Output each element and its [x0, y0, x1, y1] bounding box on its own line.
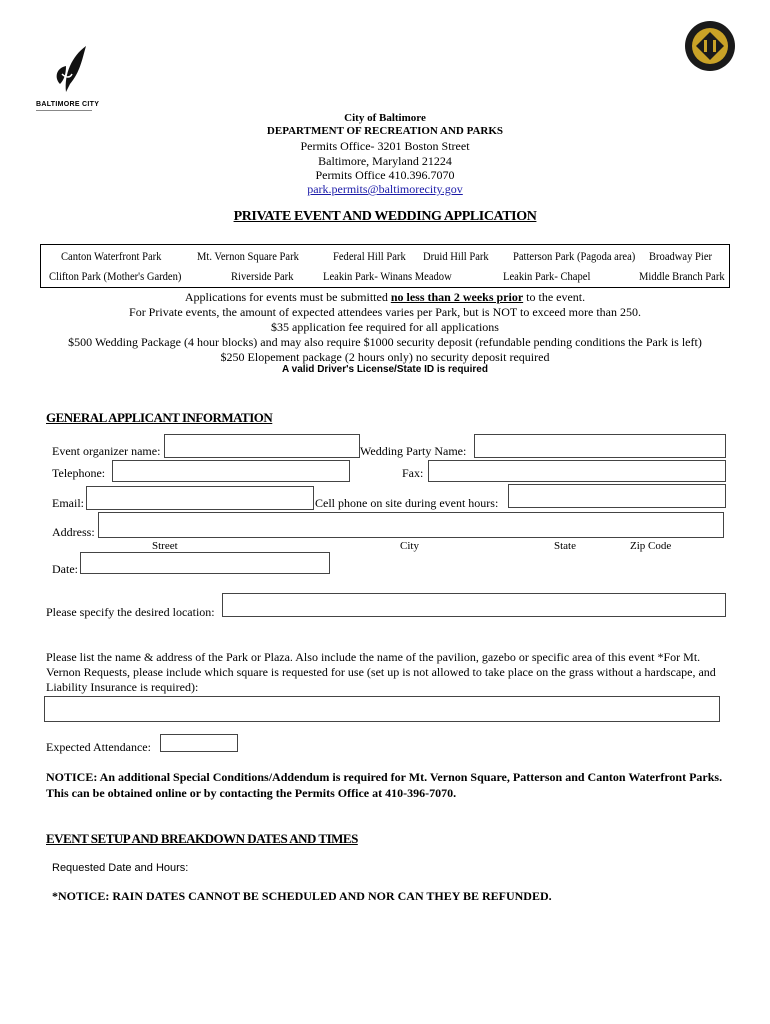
- address-label: Address:: [52, 525, 95, 539]
- header-city: City of Baltimore: [344, 112, 426, 124]
- rule-attendees: For Private events, the amount of expected attendees varies per Park, but is NOT to exceed more than 250.: [129, 305, 641, 319]
- rule-application-fee: $35 application fee required for all applications: [271, 320, 499, 334]
- email-label: Email:: [52, 496, 84, 510]
- fax-field[interactable]: [428, 460, 726, 482]
- rule-submission: Applications for events must be submitted no less than 2 weeks prior to the event.: [184, 290, 586, 304]
- parks-list-box: [40, 244, 730, 288]
- leaf-logo-icon: [36, 44, 102, 94]
- park-middle-branch: Middle Branch Park: [639, 269, 725, 283]
- rule-elopement-package: $250 Elopement package (2 hours only) no security deposit required: [220, 350, 550, 364]
- address-zip-caption: Zip Code: [630, 540, 672, 552]
- address-field[interactable]: [98, 512, 724, 538]
- rain-date-notice: *NOTICE: RAIN DATES CANNOT BE SCHEDULED AND NOR CAN THEY BE REFUNDED.: [52, 889, 552, 903]
- attendance-field[interactable]: [160, 734, 238, 752]
- header-email-wrap: [0, 182, 770, 197]
- date-field[interactable]: [80, 552, 330, 574]
- header-email-link[interactable]: park.permits@baltimorecity.gov: [307, 182, 463, 196]
- header-office: Permits Office- 3201 Boston Street: [300, 139, 470, 153]
- park-mt-vernon: Mt. Vernon Square Park: [197, 249, 299, 263]
- park-instructions: Please list the name & address of the Park or Plaza. Also include the name of the pavilion, gazebo or specific area of this event *For Mt. Vernon Requests, please include which square is requested for use (set up is not allowed to take place on the grass without a hardscape, and Liability Insurance is required):: [46, 650, 716, 694]
- address-street-caption: Street: [152, 540, 178, 552]
- park-druid-hill: Druid Hill Park: [423, 249, 489, 263]
- location-field[interactable]: [222, 593, 726, 617]
- wedding-party-field[interactable]: [474, 434, 726, 458]
- organizer-name-field[interactable]: [164, 434, 360, 458]
- park-leakin-chapel: Leakin Park- Chapel: [503, 269, 591, 283]
- seal-icon: [684, 20, 736, 72]
- organizer-label: Event organizer name:: [52, 444, 161, 458]
- requested-date-label: Requested Date and Hours:: [52, 862, 189, 874]
- park-leakin-winans: Leakin Park- Winans Meadow: [323, 269, 452, 283]
- cell-phone-field[interactable]: [508, 484, 726, 508]
- telephone-field[interactable]: [112, 460, 350, 482]
- address-state-caption: State: [554, 540, 576, 552]
- park-broadway-pier: Broadway Pier: [649, 249, 713, 263]
- park-canton: Canton Waterfront Park: [61, 249, 162, 263]
- rule-license: A valid Driver's License/State ID is required: [282, 364, 488, 375]
- telephone-label: Telephone:: [52, 466, 106, 480]
- location-label: Please specify the desired location:: [46, 605, 215, 619]
- header-phone: Permits Office 410.396.7070: [315, 168, 455, 182]
- date-label: Date:: [52, 562, 78, 576]
- logo-text: BALTIMORE CITY: [36, 101, 100, 108]
- city-seal: [684, 20, 736, 72]
- fax-label: Fax:: [402, 466, 424, 480]
- cell-label: Cell phone on site during event hours:: [315, 496, 499, 510]
- baltimore-city-logo: [36, 44, 102, 110]
- header-department: DEPARTMENT OF RECREATION AND PARKS: [266, 125, 504, 137]
- page-title: PRIVATE EVENT AND WEDDING APPLICATION: [233, 209, 537, 224]
- email-field[interactable]: [86, 486, 314, 510]
- park-details-field[interactable]: [44, 696, 720, 722]
- address-city-caption: City: [400, 540, 419, 552]
- wedding-party-label: Wedding Party Name:: [360, 444, 467, 458]
- park-riverside: Riverside Park: [231, 269, 294, 283]
- setup-heading: EVENT SETUP AND BREAKDOWN DATES AND TIMES: [46, 831, 358, 846]
- park-clifton: Clifton Park (Mother's Garden): [49, 269, 182, 283]
- header-city-state: Baltimore, Maryland 21224: [318, 154, 452, 168]
- park-patterson: Patterson Park (Pagoda area): [513, 249, 636, 263]
- attendance-label: Expected Attendance:: [46, 740, 151, 754]
- addendum-notice: NOTICE: An additional Special Conditions/Addendum is required for Mt. Vernon Square, Patterson and Canton Waterfront Parks. This can be obtained online or by contacting the Permits Office at 410-396-7070.: [46, 770, 723, 800]
- general-heading: GENERAL APPLICANT INFORMATION: [46, 410, 273, 425]
- rule-wedding-package: $500 Wedding Package (4 hour blocks) and may also require $1000 security deposit (refundable pending conditions the Park is left): [68, 335, 702, 349]
- park-federal-hill: Federal Hill Park: [333, 249, 406, 263]
